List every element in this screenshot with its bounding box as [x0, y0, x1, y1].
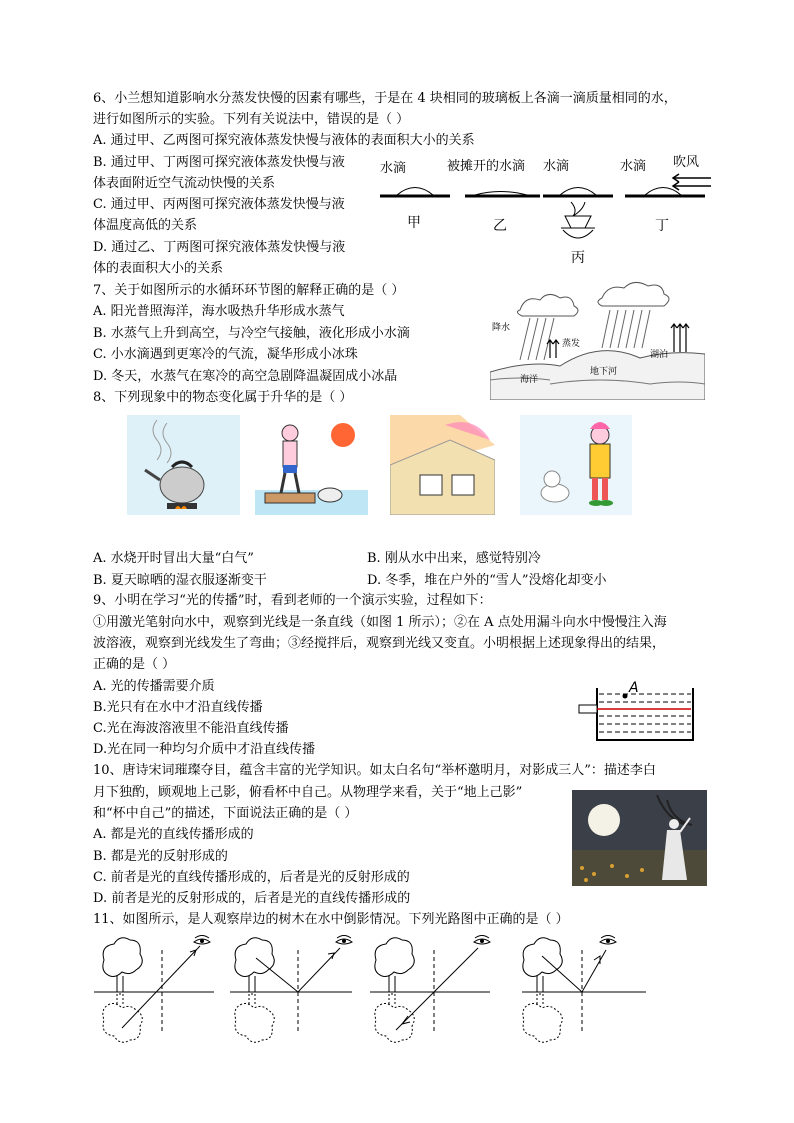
q8-house-image [390, 415, 495, 515]
q8-option-a: A. 水烧开时冒出大量“白气” [93, 551, 254, 566]
q10-stem-line2: 月下独酌，顾观地上己影，俯看杯中自己。从物理学来看，关于“地上己影” [93, 785, 523, 800]
q11-diagrams [90, 932, 650, 1044]
q6-option-a: A. 通过甲、乙两图可探究液体蒸发快慢与液体的表面积大小的关系 [93, 133, 475, 148]
label-yi: 乙 [493, 218, 507, 234]
q9-laser-tank-figure [575, 672, 700, 747]
q6-option-c-line1: C. 通过甲、丙两图可探究液体蒸发快慢与液 [93, 197, 345, 212]
cloud-icon [517, 282, 669, 316]
q11-diagram-4 [522, 936, 646, 1043]
q8-swimmer-image [255, 415, 368, 515]
q6-stem-line1: 6、小兰想知道影响水分蒸发快慢的因素有哪些，于是在 4 块相同的玻璃板上各滴一滴质量相同的水， [93, 91, 677, 106]
label-drop-3: 水滴 [543, 159, 570, 174]
q10-option-b: B. 都是光的反射形成的 [93, 849, 228, 864]
q8-option-b: B. 刚从水中出来，感觉特别冷 [367, 551, 541, 566]
label-bing: 丙 [571, 250, 585, 266]
q8-option-c: B. 夏天晾晒的湿衣服逐渐变干 [93, 573, 267, 588]
q11-diagram-3 [370, 936, 490, 1043]
q9-stem-line2: ①用激光笔射向水中，观察到光线是一条直线（如图 1 所示）；②在 A 点处用漏斗向水中慢慢注入海 [93, 615, 667, 630]
label-point-a: A [629, 680, 639, 696]
wind-arrows-icon [673, 174, 711, 190]
q6-option-b-line2: 体表面附近空气流动快慢的关系 [93, 176, 276, 191]
q8-option-d: D. 冬季，堆在户外的“雪人”没熔化却变小 [367, 573, 607, 588]
q11-diagram-1 [94, 936, 214, 1043]
q7-water-cycle-figure [490, 280, 705, 400]
q7-stem: 7、关于如图所示的水循环环节图的解释正确的是（ ） [93, 283, 405, 298]
q8-snowman-image [520, 415, 632, 515]
q7-option-a: A. 阳光普照海洋，海水吸热升华形成水蒸气 [93, 304, 345, 319]
label-ding: 丁 [655, 218, 669, 234]
q9-option-d: D.光在同一种均匀介质中才沿直线传播 [93, 742, 316, 757]
rain-lines [520, 310, 650, 360]
q11-diagram-2 [230, 936, 352, 1043]
label-spread-drop: 被摊开的水滴 [447, 159, 526, 174]
label-ocean: 海洋 [520, 375, 539, 385]
q9-option-b: B.光只有在水中才沿直线传播 [93, 700, 263, 715]
q10-stem-line1: 10、唐诗宋词璀璨夺目，蕴含丰富的光学知识。如太白名句“举杯邀明月，对影成三人”：描述李白 [93, 763, 656, 778]
point-a-marker [623, 694, 628, 699]
label-precipitation: 降水 [492, 323, 511, 333]
q9-stem-line4: 正确的是（ ） [93, 657, 176, 672]
label-wind: 吹风 [673, 155, 700, 170]
q10-stem-line3: 和“杯中自己”的描述，下面说法正确的是（ ） [93, 806, 358, 821]
q6-stem-line2: 进行如图所示的实验。下列有关说法中，错误的是（ ） [93, 112, 410, 127]
q6-option-d-line1: D. 通过乙、丁两图可探究液体蒸发快慢与液 [93, 240, 346, 255]
label-jia: 甲 [407, 215, 421, 231]
q9-stem-line3: 波溶液，观察到光线发生了弯曲；③经搅拌后，观察到光线又变直。小明根据上述现象得出的结果， [93, 636, 666, 651]
q6-option-c-line2: 体温度高低的关系 [93, 218, 198, 233]
water-drop-3 [560, 188, 596, 196]
q7-option-c: C. 小水滴遇到更寒冷的气流，凝华形成小冰珠 [93, 347, 358, 362]
q9-option-c: C.光在海波溶液里不能沿直线传播 [93, 721, 289, 736]
water-drop-spread [475, 192, 527, 196]
q10-option-d: D. 前者是光的反射形成的，后者是光的直线传播形成的 [93, 891, 411, 906]
moon-icon [588, 804, 620, 836]
q10-option-c: C. 前者是光的直线传播形成的，后者是光的反射形成的 [93, 870, 410, 885]
q6-option-d-line2: 体的表面积大小的关系 [93, 261, 224, 276]
label-drop-1: 水滴 [380, 161, 407, 176]
water-surface [599, 694, 691, 732]
q9-stem-line1: 9、小明在学习“光的传播”时，看到老师的一个演示实验，过程如下： [93, 593, 492, 608]
label-underground-river: 地下河 [590, 367, 618, 377]
q11-stem: 11、如图所示，是人观察岸边的树木在水中倒影情况。下列光路图中正确的是（ ） [93, 912, 569, 927]
q7-option-b: B. 水蒸气上升到高空，与冷空气接触，液化形成小水滴 [93, 326, 410, 341]
q6-evaporation-figure [375, 150, 715, 270]
q8-stem: 8、下列现象中的物态变化属于升华的是（ ） [93, 390, 353, 405]
water-drop-1 [397, 188, 433, 196]
laser-pen-icon [579, 705, 597, 713]
alcohol-lamp-icon [561, 202, 595, 238]
q10-moon-poet-image [572, 790, 707, 886]
q10-option-a: A. 都是光的直线传播形成的 [93, 827, 254, 842]
label-drop-4: 水滴 [620, 159, 647, 174]
q6-option-b-line1: B. 通过甲、丁两图可探究液体蒸发快慢与液 [93, 155, 345, 170]
q8-kettle-image [127, 415, 240, 515]
label-evaporation: 蒸发 [562, 339, 581, 349]
q9-option-a: A. 光的传播需要介质 [93, 679, 215, 694]
label-lake: 湖泊 [650, 350, 669, 360]
q7-option-d: D. 冬天，水蒸气在寒冷的高空急剧降温凝固成小冰晶 [93, 369, 398, 384]
